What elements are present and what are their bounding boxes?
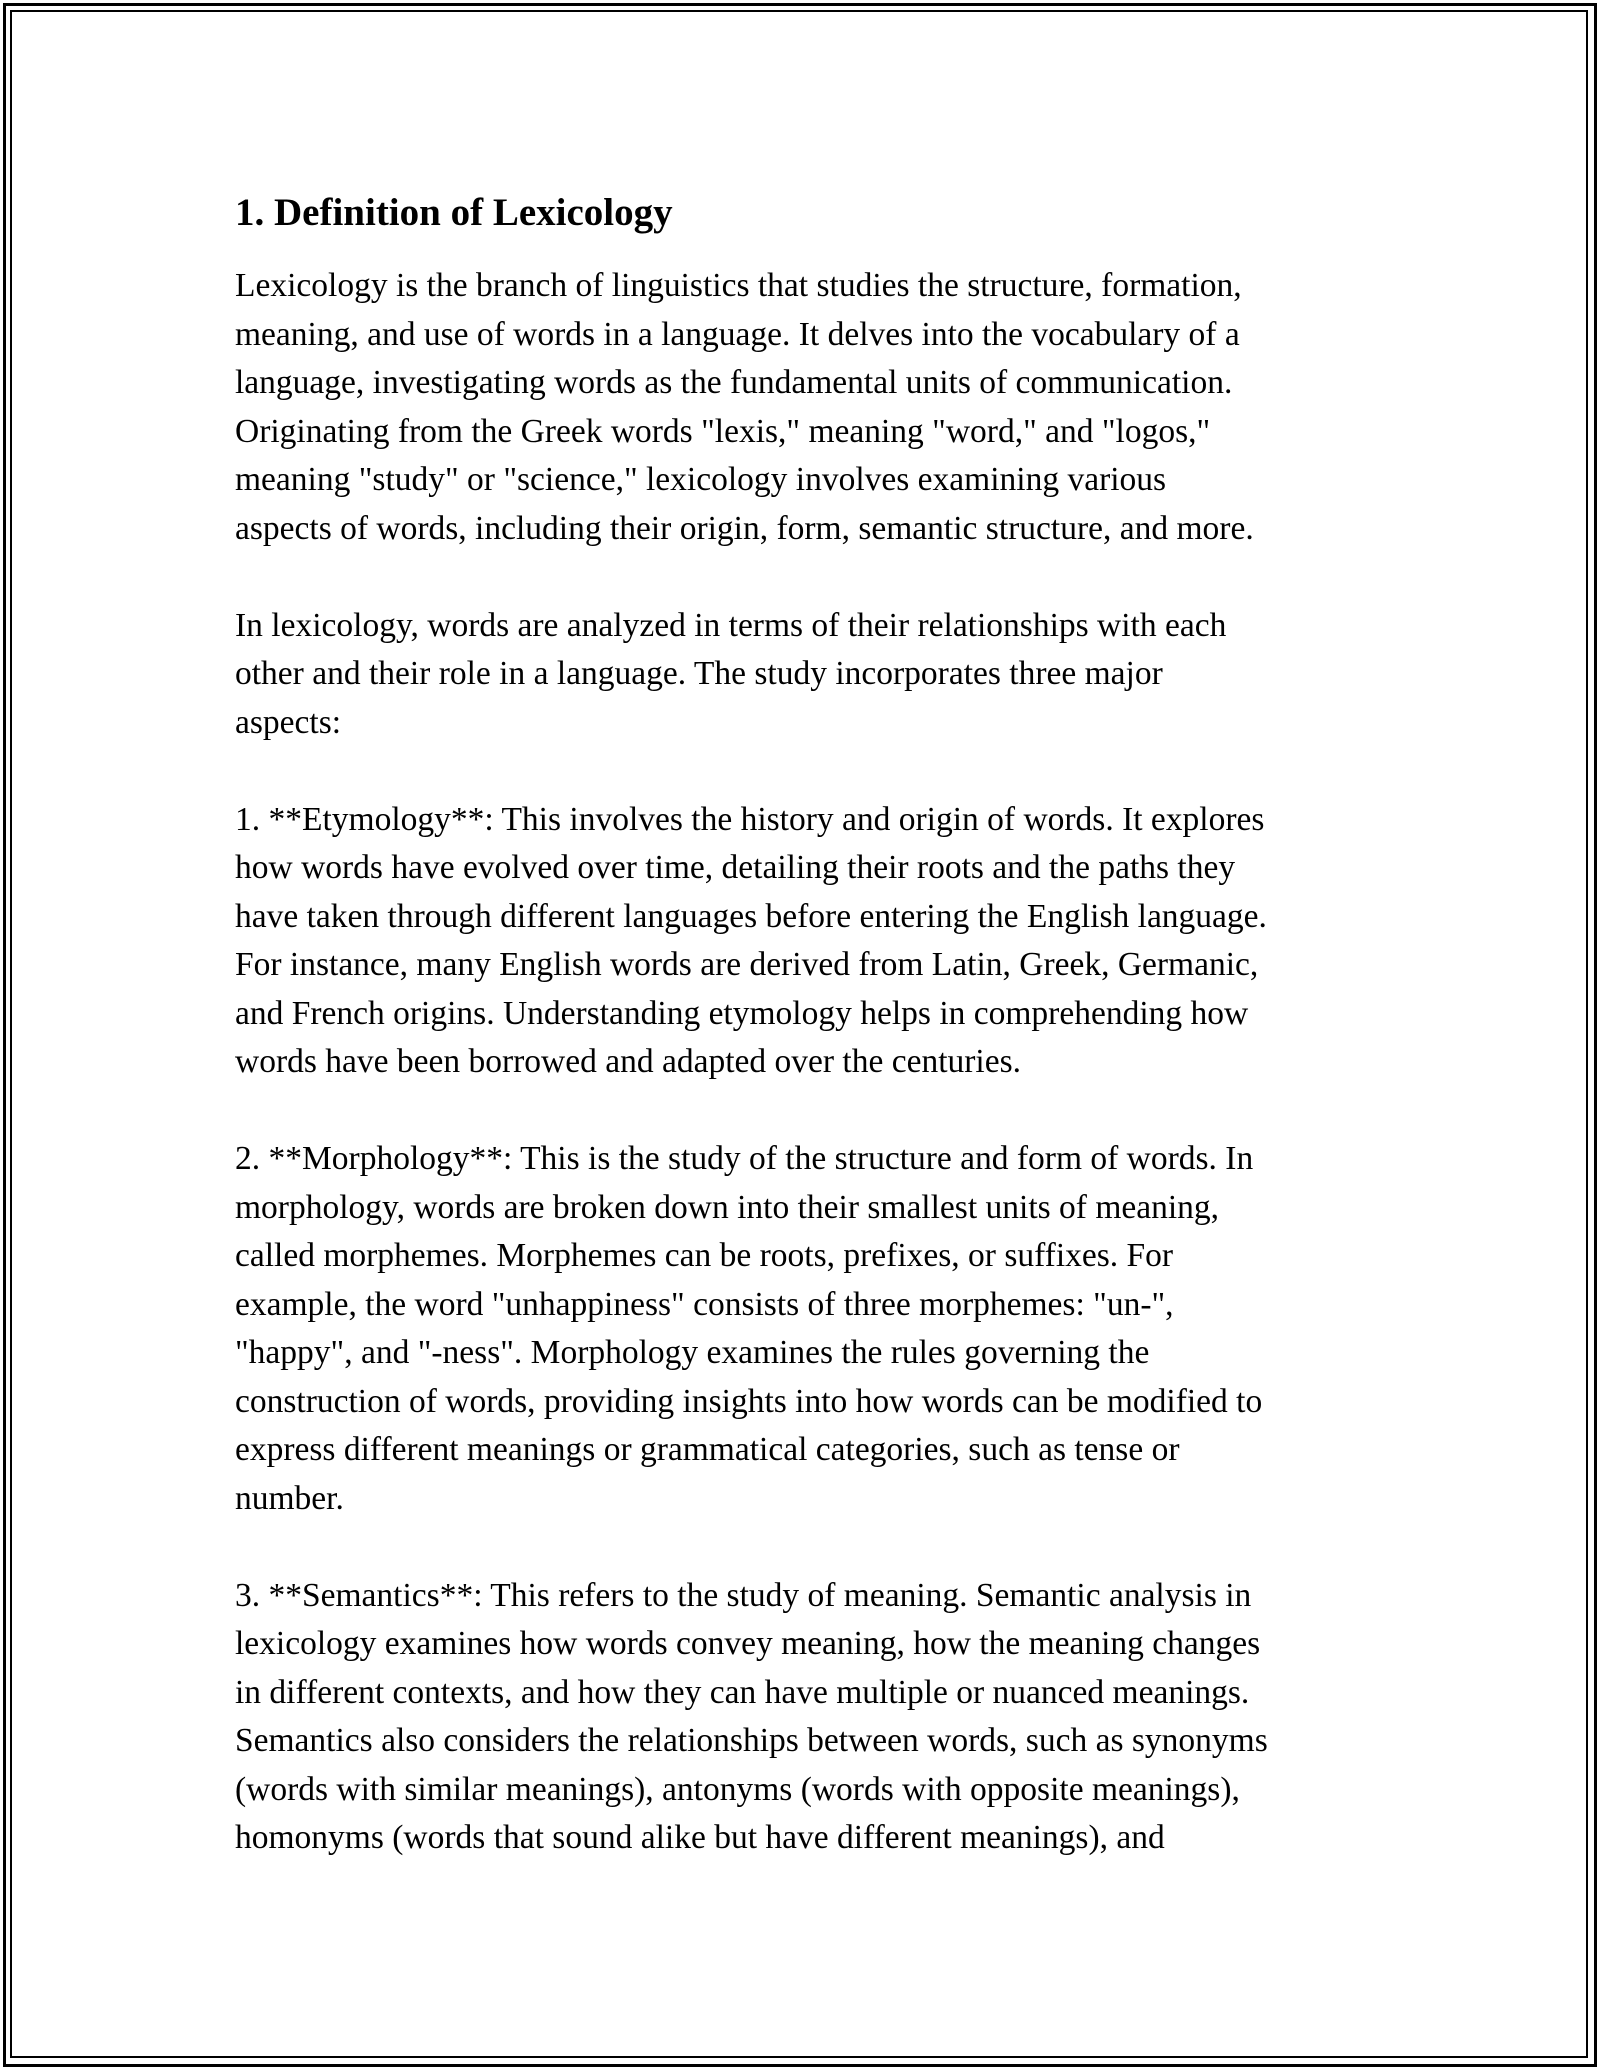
text-line: have taken through different languages before entering the English language. <box>235 897 1267 935</box>
text-line: Originating from the Greek words "lexis," meaning "word," and "logos," <box>235 412 1211 450</box>
text-line: called morphemes. Morphemes can be roots, prefixes, or suffixes. For <box>235 1237 1174 1274</box>
text-line: Lexicology is the branch of linguistics that studies the structure, formation, <box>235 267 1242 304</box>
text-line: how words have evolved over time, detailing their roots and the paths they <box>235 849 1236 886</box>
text-line: aspects of words, including their origin, form, semantic structure, and more. <box>235 509 1254 547</box>
text-line: express different meanings or grammatical categories, such as tense or <box>235 1431 1180 1468</box>
text-line: lexicology examines how words convey meaning, how the meaning changes <box>235 1625 1261 1662</box>
paragraph-morphology <box>235 1135 1385 1523</box>
text-line: 2. **Morphology**: This is the study of the structure and form of words. In <box>235 1140 1254 1177</box>
text-line: meaning, and use of words in a language. It delves into the vocabulary of a <box>235 315 1240 353</box>
text-line: For instance, many English words are derived from Latin, Greek, Germanic, <box>235 946 1259 983</box>
text-line: In lexicology, words are analyzed in terms of their relationships with each <box>235 606 1227 644</box>
text-line: in different contexts, and how they can have multiple or nuanced meanings. <box>235 1673 1250 1711</box>
text-line: (words with similar meanings), antonyms (words with opposite meanings), <box>235 1770 1240 1808</box>
text-line: example, the word "unhappiness" consists of three morphemes: "un-", <box>235 1285 1174 1323</box>
text-line: construction of words, providing insights into how words can be modified to <box>235 1382 1263 1420</box>
text-line: aspects: <box>235 703 342 741</box>
paragraph-etymology <box>235 796 1385 1087</box>
paragraph-semantics <box>235 1572 1385 1863</box>
text-line: and French origins. Understanding etymology helps in comprehending how <box>235 994 1249 1032</box>
text-line: "happy", and "-ness". Morphology examines the rules governing the <box>235 1334 1150 1371</box>
text-line: morphology, words are broken down into their smallest units of meaning, <box>235 1188 1220 1226</box>
text-line: number. <box>235 1479 344 1517</box>
text-line: words have been borrowed and adapted over the centuries. <box>235 1043 1022 1080</box>
text-line: language, investigating words as the fundamental units of communication. <box>235 364 1233 401</box>
text-line: homonyms (words that sound alike but have different meanings), and <box>235 1819 1165 1856</box>
document-body <box>235 186 1385 1911</box>
text-line: Semantics also considers the relationships between words, such as synonyms <box>235 1722 1268 1759</box>
text-line: other and their role in a language. The study incorporates three major <box>235 655 1163 692</box>
text-line: 1. **Etymology**: This involves the history and origin of words. It explores <box>235 800 1265 838</box>
paragraph-definition <box>235 262 1385 553</box>
section-heading: 1. Definition of Lexicology <box>235 191 673 234</box>
text-line: 3. **Semantics**: This refers to the study of meaning. Semantic analysis in <box>235 1576 1252 1614</box>
text-line: meaning "study" or "science," lexicology involves examining various <box>235 461 1167 498</box>
paragraph-aspects-intro <box>235 602 1385 748</box>
